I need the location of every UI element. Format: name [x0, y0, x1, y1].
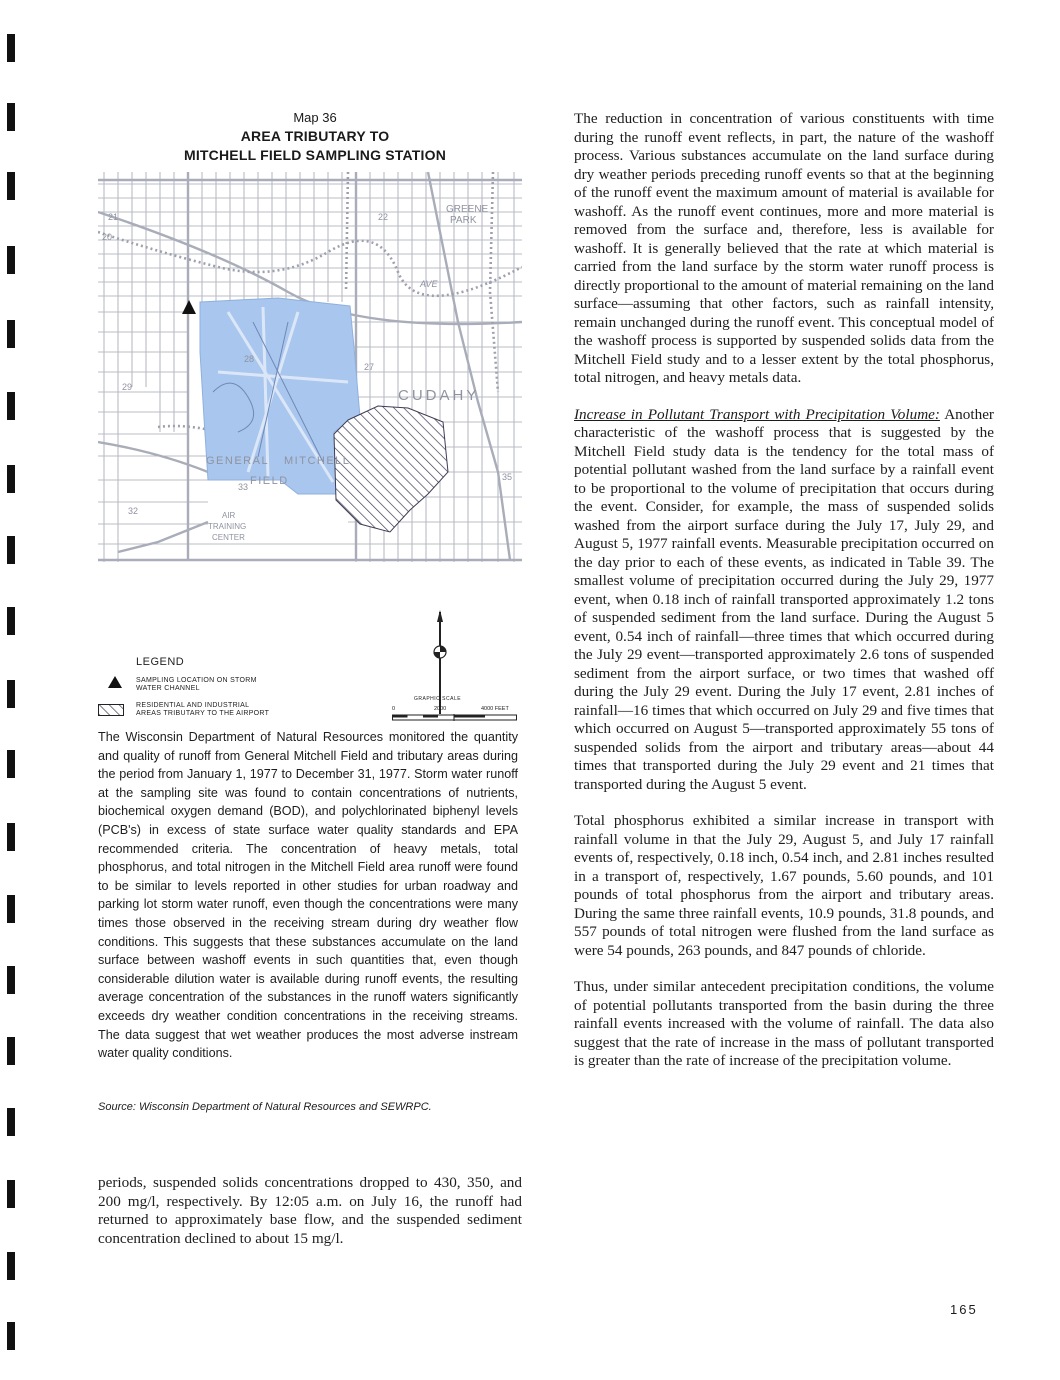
legend-sampling-line1: SAMPLING LOCATION ON STORM: [136, 677, 257, 684]
binder-mark: [7, 1037, 15, 1065]
map-label-air: AIR: [222, 511, 236, 520]
map-label-section-35: 35: [502, 472, 513, 482]
binder-mark: [7, 823, 15, 851]
map-description: [98, 728, 518, 1063]
map-label-section-27: 27: [364, 362, 375, 372]
binder-mark: [7, 607, 15, 635]
binder-mark: [7, 1322, 15, 1350]
binder-mark: [7, 34, 15, 62]
left-bottom-paragraph: periods, suspended solids concentrations dropped to 430, 350, and 200 mg/l, respectively. By 12:05 a.m. on July 16, the runoff had returned to approximately base flow, and the suspended sediment concentration declined to about 15 mg/l.: [98, 1174, 522, 1247]
binder-mark: [7, 320, 15, 348]
map-caption: [160, 108, 470, 165]
right-paragraph-1: The reduction in concentration of various constituents with time during the runoff event reflects, in part, the nature of the washoff process. Various substances accumulate on the land surface during dry weather periods preceding runoff events so that at the beginning of the runoff event the maximum amount of material is available for washoff. As the runoff event continues, more and more material is removed from the surface and, therefore, less is available for washoff. It is generally believed that the rate at which material is carried from the land surface by the storm water runoff process is directly proportional to the amount of material remaining on the land surface—assuming that other factors, such as rainfall intensity, remain unchanged during the runoff event. This conceptual model of the washoff process is supported by suspended solids data from the Mitchell Field study and to a lesser extent by the total phosphorus, total nitrogen, and heavy metals data.: [574, 110, 994, 386]
graphic-scale-bar: [392, 714, 518, 722]
binder-mark: [7, 246, 15, 274]
map-label-cudahy: CUDAHY: [398, 387, 480, 404]
scale-label-2000: 2000: [434, 706, 447, 712]
residential-industrial-area: [334, 406, 448, 532]
map-label-section-33: 33: [238, 482, 249, 492]
left-column-bottom: [98, 1174, 522, 1248]
map-label-mitchell: MITCHELL: [284, 455, 351, 467]
scale-label-0: 0: [392, 706, 396, 712]
legend-residential-line2: AREAS TRIBUTARY TO THE AIRPORT: [136, 710, 270, 717]
binder-mark: [7, 680, 15, 708]
map-label-section-21: 21: [108, 212, 119, 222]
sampling-location-triangle-icon: [108, 676, 122, 688]
page-number: 165: [950, 1302, 978, 1317]
scale-label-4000: 4000 FEET: [481, 706, 509, 712]
scale-title: GRAPHIC SCALE: [414, 696, 462, 702]
binder-mark: [7, 1180, 15, 1208]
right-column: [574, 110, 994, 1071]
map-label-section-28: 28: [244, 354, 255, 364]
binder-mark: [7, 536, 15, 564]
map-number: Map 36: [293, 110, 337, 125]
map-label-greene-1: GREENE: [446, 204, 489, 215]
binder-mark: [7, 895, 15, 923]
binder-mark: [7, 172, 15, 200]
map-title-line1: AREA TRIBUTARY TO: [240, 128, 390, 144]
binder-mark: [7, 1252, 15, 1280]
map-label-field: FIELD: [250, 475, 289, 487]
map-label-training: TRAINING: [208, 522, 247, 531]
map-label-general: GENERAL: [206, 455, 270, 467]
hatch-swatch-icon: [98, 704, 124, 716]
binder-mark: [7, 465, 15, 493]
binder-mark: [7, 750, 15, 778]
north-arrow-icon: [428, 610, 452, 720]
map-title-line2: MITCHELL FIELD SAMPLING STATION: [183, 147, 447, 163]
binder-mark: [7, 1108, 15, 1136]
legend-residential-line1: RESIDENTIAL AND INDUSTRIAL: [136, 702, 250, 709]
binder-mark: [7, 392, 15, 420]
legend-title: LEGEND: [136, 656, 185, 668]
binder-mark: [7, 966, 15, 994]
right-paragraph-2: Another characteristic of the washoff process that is suggested by the Mitchell Field study data is the tendency for the total mass of potential pollutant washed from the land surface by a rainfall event to be proportional to the volume of precipitation that occurs during the event. Consider, for example, the mass of suspended solids washed from the airport surface during the July 17, July 29, and August 5, 1977 rainfall events. Measurable precipitation occurred on the day prior to each of these events, as indicated in Table 39. The smallest volume of precipitation occurred during the July 29, 1977 event, when 0.18 inch of rainfall transported approximately 1.2 tons of suspended sediment from the land surface. During the August 5 event, 0.54 inch of rainfall—three times that which occurred during the July 29 event—transported approximately 2.6 tons of suspended sediment from the airport surface, or two times that washed off during the July 29 event. During the July 17 event, 2.81 inches of rainfall—16 times that which occurred on July 29 and five times that which occurred on August 5—transported approximately 55 tons of suspended solids from the airport and tributary areas—about 44 times that transported during the July 29 event and 21 times that transported during the August 5 event.: [574, 405, 994, 793]
legend-residential-label: [136, 702, 269, 718]
right-paragraph-4: Thus, under similar antecedent precipitation conditions, the volume of potential pollutants transported from the basin during the three rainfall events increased with the volume of rainfall. The data also suggest that the rate of increase in the mass of pollutant transported is greater than the rate of increase of the precipitation volume.: [574, 978, 994, 1069]
map-legend: [96, 610, 526, 725]
map-label-section-29: 29: [122, 382, 133, 392]
legend-sampling-line2: WATER CHANNEL: [136, 685, 200, 692]
map-description-paragraph: The Wisconsin Department of Natural Resources monitored the quantity and quality of runoff from General Mitchell Field and tributary areas during the period from January 1, 1977 to December 31, 1977. Storm water runoff at the sampling site was found to contain concentrations of nutrients, biochemical oxygen demand (BOD), and polychlorinated biphenyl levels (PCB's) in excess of state surface water quality standards and EPA recommended criteria. The concentration of heavy metals, total phosphorus, and total nitrogen in the Mitchell Field area runoff were found to be similar to levels reported in other studies for urban roadway and parking lot storm water runoff, even though the concentrations were many times those observed in the receiving stream during dry weather flow conditions. This suggests that these substances accumulate on the land surface between washoff events in such quantities that, even though considerable dilution water is available during runoff events, the resulting average concentration of the substances in the runoff waters significantly exceeds dry weather condition concentrations in the receiving streams. The data suggest that wet weather produces the most adverse instream water quality conditions.: [98, 730, 518, 1061]
legend-sampling-label: [136, 677, 257, 693]
source-note: Source: Wisconsin Department of Natural Resources and SEWRPC.: [98, 1101, 432, 1113]
right-paragraph-2-container: [574, 406, 994, 795]
sampling-location-marker: [182, 300, 196, 314]
binder-mark: [7, 103, 15, 131]
section-heading: Increase in Pollutant Transport with Precipitation Volume:: [574, 405, 940, 423]
map-label-section-32: 32: [128, 506, 139, 516]
map-label-section-22: 22: [378, 212, 389, 222]
map-label-greene-2: PARK: [450, 215, 477, 226]
tributary-area-map: [98, 172, 522, 568]
map-label-section-20: 20: [102, 232, 113, 242]
map-label-center: CENTER: [212, 533, 245, 542]
right-paragraph-3: Total phosphorus exhibited a similar increase in transport with rainfall volume in that the July 29, August 5, and July 17 rainfall events of, respectively, 0.18 inch, 0.54 inch, and 2.81 inches resulted in a transport of, respectively, 1.67 pounds, 5.60 pounds, and 101 pounds of total phosphorus from the airport and tributary areas. During the same three rainfall events, 10.9 pounds, 31.8 pounds, and 557 pounds of total nitrogen were flushed from the land surface as were 54 pounds, 263 pounds, and 847 pounds of chloride.: [574, 812, 994, 959]
map-label-ave: AVE: [420, 279, 438, 289]
